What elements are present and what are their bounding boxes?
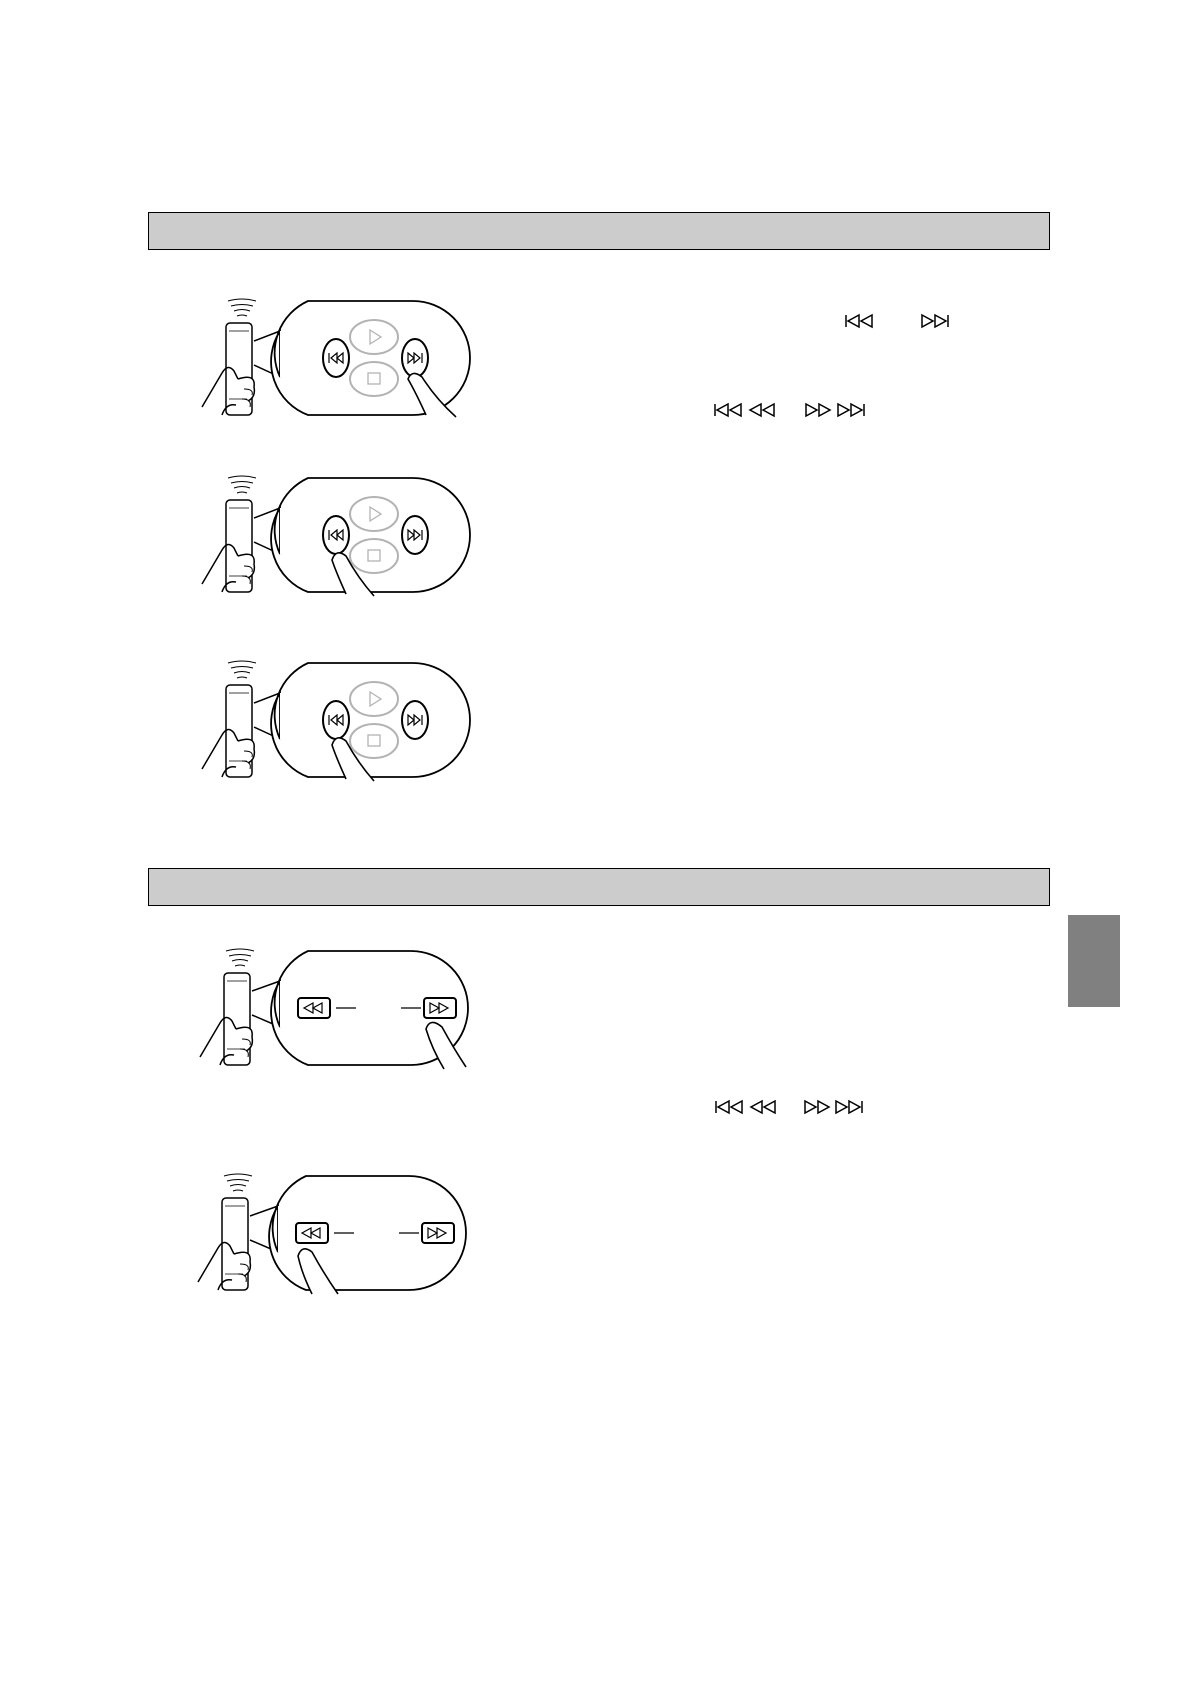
illustration-skip-back [198, 472, 478, 607]
section-header-search [148, 868, 1050, 906]
chapter-tab [1068, 915, 1120, 1007]
play-icon [350, 682, 398, 716]
remote-control-icon [202, 661, 256, 777]
skip-back-icon [323, 701, 349, 739]
fast-forward-icon [424, 998, 456, 1018]
remote-control-icon [202, 299, 256, 415]
fast-forward-icon [806, 404, 830, 416]
illustration-skip-forward [198, 295, 478, 430]
illustration-fast-forward [196, 945, 476, 1080]
skip-forward-icon [836, 1101, 862, 1113]
rewind-icon [298, 998, 330, 1018]
skip-forward-icon [402, 516, 428, 554]
stop-icon [350, 724, 398, 758]
skip-forward-icon [402, 339, 428, 377]
stop-icon [350, 539, 398, 573]
skip-forward-icon [922, 315, 948, 327]
section-header-skip [148, 212, 1050, 250]
skip-symbols-row [845, 313, 965, 329]
rewind-icon [296, 1223, 328, 1243]
stop-icon [350, 362, 398, 396]
skip-back-icon [846, 315, 872, 327]
illustration-skip-back-repeat [198, 657, 478, 792]
fast-forward-icon [422, 1223, 454, 1243]
remote-control-icon [200, 949, 254, 1065]
skip-forward-icon [838, 404, 864, 416]
skip-forward-icon [402, 701, 428, 739]
remote-control-icon [202, 476, 256, 592]
play-icon [350, 497, 398, 531]
transport-symbols-row-2 [715, 1099, 885, 1115]
skip-back-icon [323, 516, 349, 554]
remote-control-icon [198, 1174, 252, 1290]
transport-symbols-row-1 [714, 402, 884, 418]
rewind-icon [750, 404, 774, 416]
fast-forward-icon [805, 1101, 829, 1113]
rewind-icon [751, 1101, 775, 1113]
illustration-rewind [194, 1170, 474, 1305]
skip-back-icon [715, 404, 741, 416]
skip-back-icon [323, 339, 349, 377]
skip-back-icon [716, 1101, 742, 1113]
play-icon [350, 320, 398, 354]
